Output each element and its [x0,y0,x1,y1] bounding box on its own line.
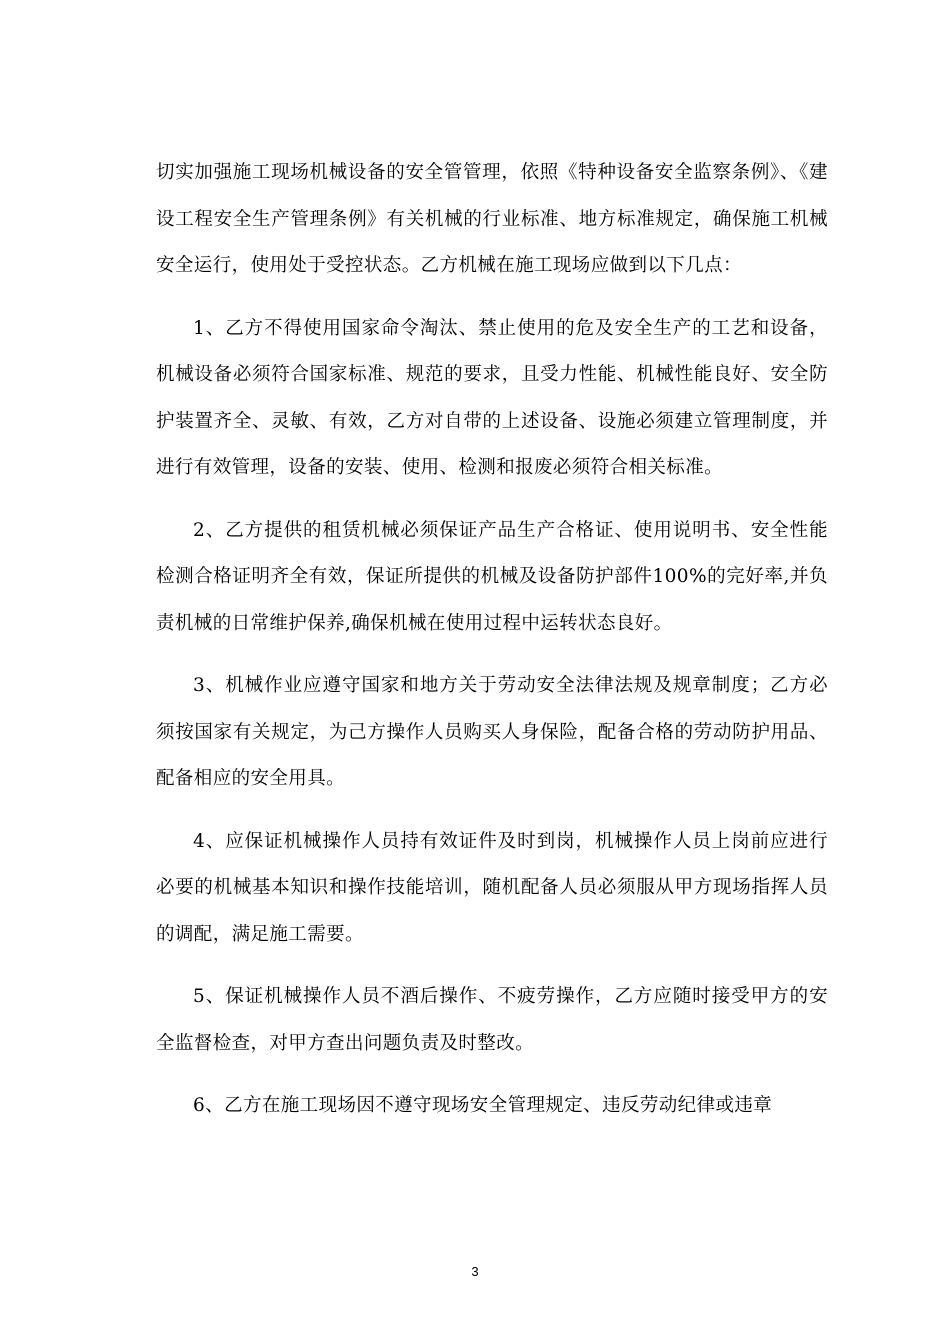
paragraph-item-3: 3、机械作业应遵守国家和地方关于劳动安全法律法规及规章制度；乙方必须按国家有关规定，为己方操作人员购买人身保险，配备合格的劳动防护用品、配备相应的安全用具。 [156,675,828,789]
paragraph-item-4: 4、应保证机械操作人员持有效证件及时到岗，机械操作人员上岗前应进行必要的机械基本知识和操作技能培训，随机配备人员必须服从甲方现场指挥人员的调配，满足施工需要。 [156,830,828,945]
paragraph-item-2: 2、乙方提供的租赁机械必须保证产品生产合格证、使用说明书、安全性能检测合格证明齐全有效，保证所提供的机械及设备防护部件100%的完好率,并负责机械的日常维护保养,确保机械在使用过程中运转状态良好。 [156,519,828,634]
paragraph-intro: 切实加强施工现场机械设备的安全管管理，依照《特种设备安全监察条例》、《建设工程安全生产管理条例》有关机械的行业标准、地方标准规定，确保施工机械安全运行，使用处于受控状态。乙方机械在施工现场应做到以下几点： [156,162,828,276]
page-number: 3 [471,1264,479,1279]
paragraph-item-1: 1、乙方不得使用国家命令淘汰、禁止使用的危及安全生产的工艺和设备，机械设备必须符合国家标准、规范的要求，且受力性能、机械性能良好、安全防护装置齐全、灵敏、有效，乙方对自带的上述设备、设施必须建立管理制度，并进行有效管理，设备的安装、使用、检测和报废必须符合相关标准。 [156,317,828,478]
document-body [156,150,828,1146]
paragraph-item-6: 6、乙方在施工现场因不遵守现场安全管理规定、违反劳动纪律或违章 [193,1095,773,1116]
paragraph-item-5: 5、保证机械操作人员不酒后操作、不疲劳操作，乙方应随时接受甲方的安全监督检查，对甲方查出问题负责及时整改。 [156,986,828,1054]
